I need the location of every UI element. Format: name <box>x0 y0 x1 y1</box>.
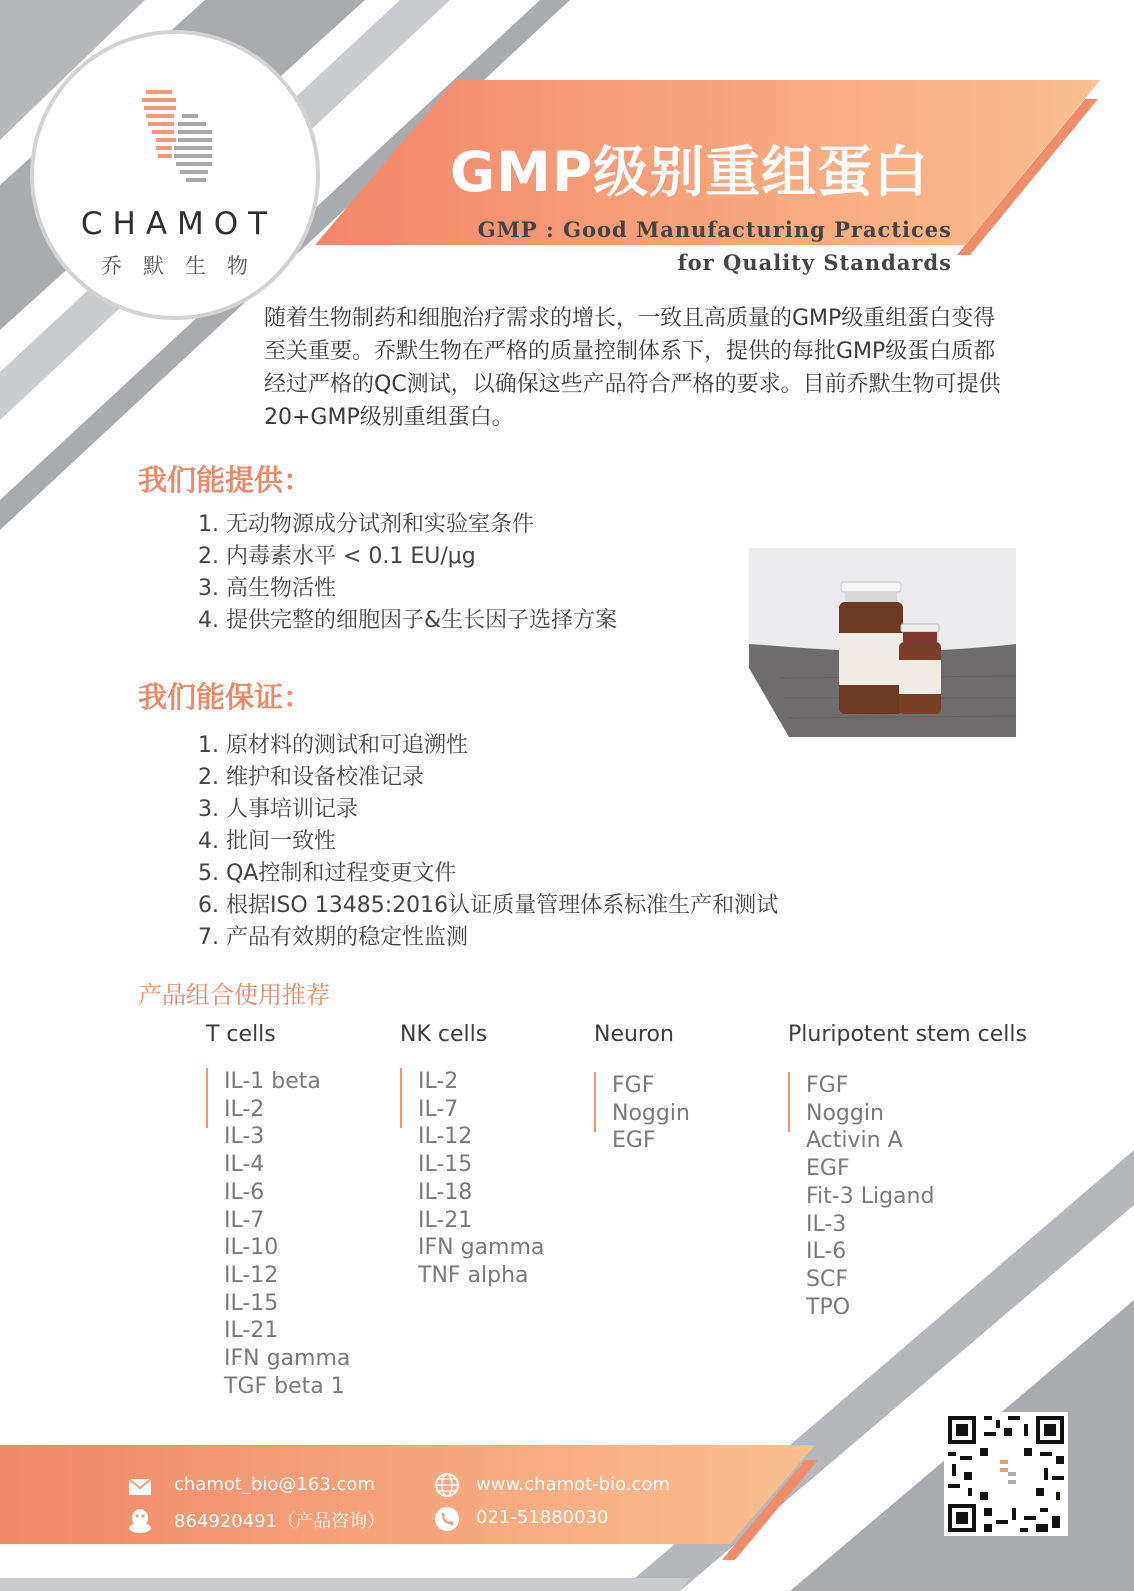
list-item: 6. 根据ISO 13485:2016认证质量管理体系标准生产和测试 <box>198 893 779 918</box>
combo-heading: 产品组合使用推荐 <box>138 981 330 1009</box>
list-item: IL-2 <box>224 1096 265 1122</box>
subtitle-line-1: GMP : Good Manufacturing Practices <box>477 217 952 242</box>
list-item: IL-15 <box>418 1152 473 1178</box>
list-item: IL-7 <box>224 1207 265 1233</box>
logo-mark <box>142 88 214 188</box>
phone-link[interactable]: 021-51880030 <box>476 1507 609 1528</box>
list-item: 3. 高生物活性 <box>198 576 336 601</box>
list-item: 4. 提供完整的细胞因子&生长因子选择方案 <box>198 608 618 633</box>
list-item: IL-10 <box>224 1235 279 1261</box>
list-item: IL-6 <box>806 1239 847 1265</box>
list-item: EGF <box>612 1128 656 1154</box>
list-item: 4. 批间一致性 <box>198 829 336 854</box>
column-accent-bar <box>400 1068 402 1128</box>
list-item: TNF alpha <box>418 1262 529 1288</box>
intro-paragraph: 随着生物制药和细胞治疗需求的增长，一致且高质量的GMP级重组蛋白变得至关重要。乔默生物在严格的质量控制体系下，提供的每批GMP级蛋白质都经过严格的QC测试，以确保这些产品符合严格的要求。目前乔默生物可提供20+GMP级别重组蛋白。 <box>264 306 1001 430</box>
list-item: TPO <box>806 1294 851 1320</box>
list-item: IL-7 <box>418 1096 459 1122</box>
brand-name-cn: 乔默生物 <box>101 254 269 278</box>
offer-list <box>198 509 617 637</box>
column-accent-bar <box>788 1072 790 1132</box>
column-accent-bar <box>594 1072 596 1132</box>
list-item: IL-4 <box>224 1152 265 1178</box>
list-item: IL-15 <box>224 1290 279 1316</box>
list-item: EGF <box>806 1156 850 1182</box>
logo-circle <box>30 30 320 320</box>
list-item: IL-21 <box>418 1207 473 1233</box>
list-item: IL-3 <box>806 1211 847 1237</box>
list-item: IL-6 <box>224 1179 265 1205</box>
website-link[interactable]: www.chamot-bio.com <box>476 1474 670 1495</box>
product-photo <box>749 548 1016 737</box>
qr-code[interactable] <box>944 1412 1068 1536</box>
list-item: 1. 原材料的测试和可追溯性 <box>198 733 468 758</box>
list-item: 2. 内毒素水平 < 0.1 EU/μg <box>198 544 476 569</box>
subtitle-line-2: for Quality Standards <box>677 250 952 275</box>
column-items <box>788 1072 1027 1321</box>
page-title: GMP级别重组蛋白 <box>450 140 930 204</box>
email-link[interactable]: chamot_bio@163.com <box>174 1474 375 1495</box>
column-items <box>400 1068 544 1290</box>
list-item: IL-3 <box>224 1124 265 1150</box>
list-item: Noggin <box>612 1100 690 1126</box>
globe-icon <box>434 1472 460 1498</box>
column-title: Neuron <box>594 1022 674 1047</box>
list-item: Noggin <box>806 1100 884 1126</box>
list-item: FGF <box>806 1073 849 1098</box>
list-item: IL-1 beta <box>224 1069 321 1094</box>
list-item: 3. 人事培训记录 <box>198 797 358 822</box>
list-item: TGF beta 1 <box>224 1373 345 1399</box>
guarantee-list <box>198 730 778 954</box>
footer-gray <box>0 1578 690 1591</box>
column-items <box>206 1068 350 1400</box>
list-item: IL-18 <box>418 1179 473 1205</box>
combo-column-t-cells <box>206 1022 350 1400</box>
combo-column-pluripotent-stem-cells <box>788 1022 1027 1321</box>
list-item: IL-2 <box>418 1069 459 1094</box>
qq-contact: 864920491（产品咨询） <box>174 1511 386 1532</box>
list-item: Activin A <box>806 1128 903 1154</box>
combo-column-nk-cells <box>400 1022 544 1290</box>
email-icon <box>128 1478 152 1496</box>
list-item: IFN gamma <box>224 1346 351 1372</box>
list-item: 5. QA控制和过程变更文件 <box>198 861 457 886</box>
phone-icon <box>434 1506 460 1532</box>
combo-column-neuron <box>594 1022 690 1155</box>
column-title: NK cells <box>400 1022 488 1047</box>
list-item: 2. 维护和设备校准记录 <box>198 765 424 790</box>
guarantee-heading: 我们能保证： <box>138 680 313 714</box>
brand-name: CHAMOT <box>80 206 278 242</box>
column-items <box>594 1072 690 1155</box>
list-item: SCF <box>806 1266 848 1292</box>
list-item: 1. 无动物源成分试剂和实验室条件 <box>198 512 534 537</box>
list-item: FGF <box>612 1073 655 1098</box>
offer-heading: 我们能提供： <box>138 463 313 497</box>
column-accent-bar <box>206 1068 208 1128</box>
list-item: 7. 产品有效期的稳定性监测 <box>198 925 468 950</box>
list-item: IFN gamma <box>418 1235 545 1261</box>
footer-band <box>0 1445 815 1544</box>
list-item: Fit-3 Ligand <box>806 1183 935 1209</box>
column-title: T cells <box>206 1022 276 1047</box>
qq-icon <box>126 1506 154 1534</box>
list-item: IL-12 <box>224 1262 279 1288</box>
column-title: Pluripotent stem cells <box>788 1022 1027 1047</box>
list-item: IL-21 <box>224 1318 279 1344</box>
list-item: IL-12 <box>418 1124 473 1150</box>
